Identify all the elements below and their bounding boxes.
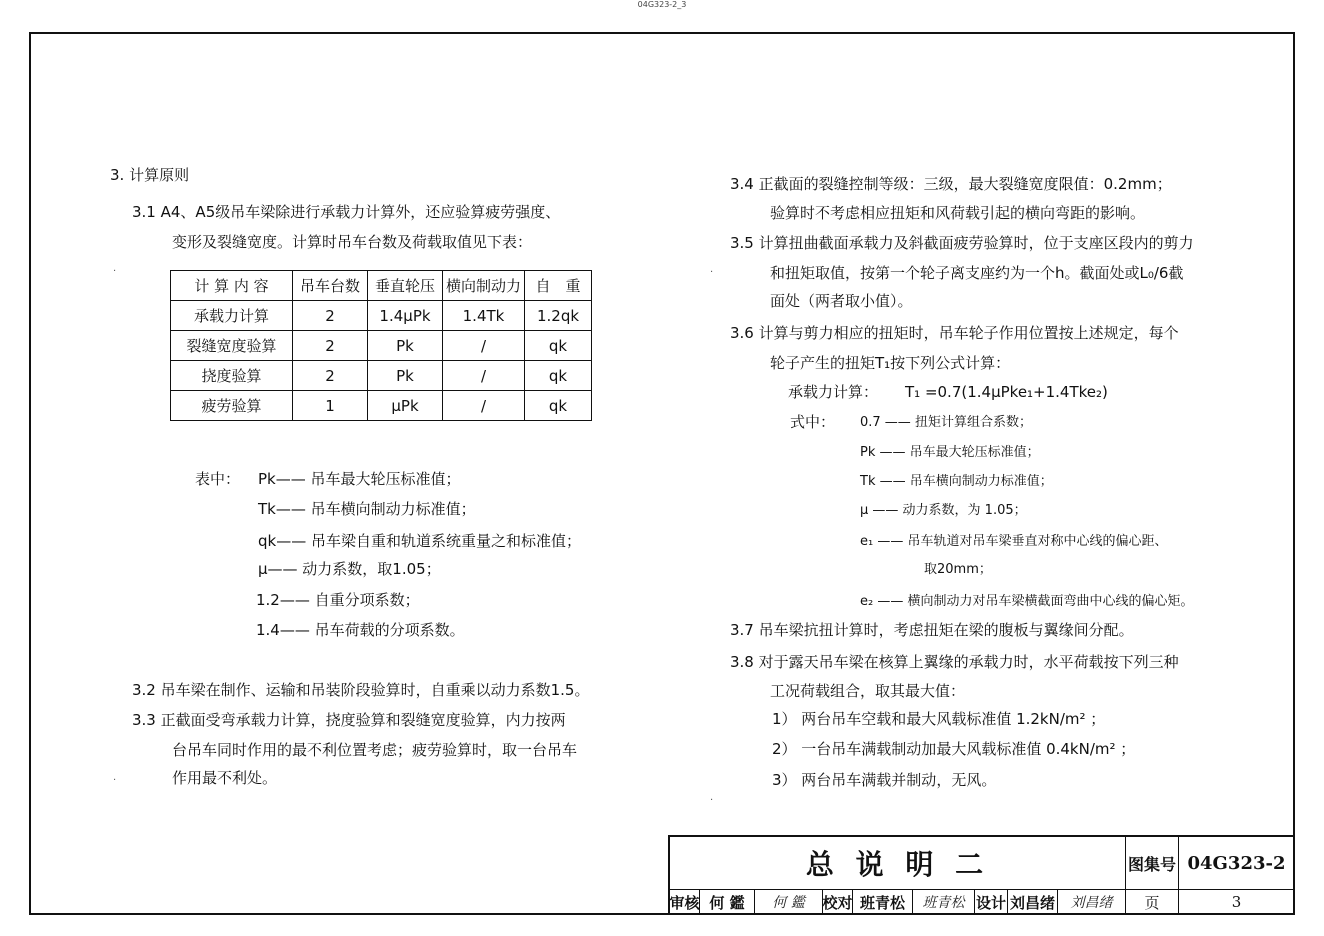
clause-3-5-line2: 和扭矩取值，按第一个轮子离支座约为一个h。截面处或L₀/6截 <box>770 264 1184 282</box>
scan-speck: · <box>113 775 117 786</box>
table-cell: / <box>443 331 525 361</box>
clause-3-1-line1: 3.1 A4、A5级吊车梁除进行承载力计算外，还应验算疲劳强度、 <box>132 203 561 221</box>
review-label: 审核 <box>670 890 700 915</box>
note-line: 1.2—— 自重分项系数； <box>256 591 420 609</box>
clause-3-8-line1: 3.8 对于露天吊车梁在核算上翼缘的承载力时，水平荷载按下列三种 <box>730 653 1179 671</box>
check-name: 班青松 <box>853 890 913 915</box>
table-cell: 裂缝宽度验算 <box>171 331 293 361</box>
table-cell: 疲劳验算 <box>171 391 293 421</box>
condition-item: 2） 一台吊车满载制动加最大风载标准值 0.4kN/m² ； <box>772 740 1136 758</box>
table-cell: μPk <box>368 391 443 421</box>
table-row <box>171 391 592 421</box>
section-heading: 3. 计算原则 <box>110 166 190 184</box>
where-label: 式中： <box>790 413 836 431</box>
note-line: Tk—— 吊车横向制动力标准值； <box>258 500 476 518</box>
check-label: 校对 <box>823 890 853 915</box>
table-header-cell: 横向制动力 <box>443 271 525 301</box>
clause-3-4-line1: 3.4 正截面的裂缝控制等级：三级，最大裂缝宽度限值：0.2mm； <box>730 175 1172 193</box>
atlas-number: 04G323-2 <box>1179 837 1295 890</box>
table-cell: 2 <box>293 361 368 391</box>
condition-item: 1） 两台吊车空载和最大风载标准值 1.2kN/m² ； <box>772 710 1106 728</box>
review-signature: 何 鑑 <box>755 890 823 915</box>
drawing-title: 总 说 明 二 <box>670 837 1126 890</box>
table-cell: / <box>443 361 525 391</box>
table-cell: 1.4Tk <box>443 301 525 331</box>
where-line: 取20mm； <box>924 562 992 577</box>
table-cell: 1.2qk <box>525 301 592 331</box>
table-cell: qk <box>525 391 592 421</box>
table-cell: qk <box>525 331 592 361</box>
table-cell: Pk <box>368 331 443 361</box>
table-row <box>171 301 592 331</box>
table-row <box>171 361 592 391</box>
torque-formula: T₁ =0.7(1.4μPke₁+1.4Tke₂) <box>905 383 1108 401</box>
table-cell: Pk <box>368 361 443 391</box>
table-cell: 承载力计算 <box>171 301 293 331</box>
note-line: μ—— 动力系数，取1.05； <box>258 560 441 578</box>
note-line: 1.4—— 吊车荷载的分项系数。 <box>256 621 465 639</box>
title-block <box>668 835 1293 915</box>
scan-speck: · <box>113 266 117 277</box>
where-line: Pk —— 吊车最大轮压标准值； <box>860 445 1040 460</box>
table-cell: 2 <box>293 301 368 331</box>
document-code: 04G323-2_3 <box>637 0 687 9</box>
notes-label: 表中： <box>195 470 241 488</box>
design-signature: 刘昌绪 <box>1058 890 1126 915</box>
page-label: 页 <box>1126 890 1179 915</box>
clause-3-6-line2: 轮子产生的扭矩T₁按下列公式计算： <box>770 354 1011 372</box>
clause-3-4-line2: 验算时不考虑相应扭矩和风荷载引起的横向弯距的影响。 <box>770 204 1146 222</box>
clause-3-3-line2: 台吊车同时作用的最不利位置考虑；疲劳验算时，取一台吊车 <box>172 741 578 759</box>
where-line: 0.7 —— 扭矩计算组合系数； <box>860 415 1032 430</box>
condition-item: 3） 两台吊车满载并制动，无风。 <box>772 771 997 789</box>
table-header-cell: 自 重 <box>525 271 592 301</box>
review-name: 何 鑑 <box>700 890 755 915</box>
clause-3-5-line3: 面处（两者取小值）。 <box>770 292 913 310</box>
design-name: 刘昌绪 <box>1008 890 1058 915</box>
formula-label: 承载力计算： <box>788 383 879 401</box>
table-header-cell: 垂直轮压 <box>368 271 443 301</box>
table-header-cell: 吊车台数 <box>293 271 368 301</box>
where-line: μ —— 动力系数，为 1.05； <box>860 503 1027 518</box>
note-line: Pk—— 吊车最大轮压标准值； <box>258 470 461 488</box>
table-cell: 1 <box>293 391 368 421</box>
clause-3-7: 3.7 吊车梁抗扭计算时，考虑扭矩在梁的腹板与翼缘间分配。 <box>730 621 1134 639</box>
note-line: qk—— 吊车梁自重和轨道系统重量之和标准值； <box>258 532 581 550</box>
clause-3-2: 3.2 吊车梁在制作、运输和吊装阶段验算时，自重乘以动力系数1.5。 <box>132 681 590 699</box>
load-table <box>170 270 592 421</box>
where-line: Tk —— 吊车横向制动力标准值； <box>860 474 1053 489</box>
table-row <box>171 331 592 361</box>
table-header-cell: 计 算 内 容 <box>171 271 293 301</box>
table-cell: 2 <box>293 331 368 361</box>
clause-3-3-line1: 3.3 正截面受弯承载力计算，挠度验算和裂缝宽度验算，内力按两 <box>132 711 566 729</box>
where-line: e₁ —— 吊车轨道对吊车梁垂直对称中心线的偏心距、 <box>860 534 1168 549</box>
check-signature: 班青松 <box>913 890 975 915</box>
table-cell: qk <box>525 361 592 391</box>
design-label: 设计 <box>975 890 1008 915</box>
clause-3-5-line1: 3.5 计算扭曲截面承载力及斜截面疲劳验算时，位于支座区段内的剪力 <box>730 234 1194 252</box>
page-number: 3 <box>1179 890 1295 915</box>
table-cell: 1.4μPk <box>368 301 443 331</box>
table-cell: 挠度验算 <box>171 361 293 391</box>
scan-speck: · <box>710 795 714 806</box>
table-cell: / <box>443 391 525 421</box>
table-header-row <box>171 271 592 301</box>
scan-speck: · <box>710 267 714 278</box>
atlas-label: 图集号 <box>1126 837 1179 890</box>
clause-3-3-line3: 作用最不利处。 <box>172 769 278 787</box>
where-line: e₂ —— 横向制动力对吊车梁横截面弯曲中心线的偏心矩。 <box>860 594 1194 609</box>
clause-3-8-line2: 工况荷载组合，取其最大值： <box>770 682 966 700</box>
clause-3-6-line1: 3.6 计算与剪力相应的扭矩时，吊车轮子作用位置按上述规定，每个 <box>730 324 1179 342</box>
clause-3-1-line2: 变形及裂缝宽度。计算时吊车台数及荷载取值见下表： <box>172 233 533 251</box>
